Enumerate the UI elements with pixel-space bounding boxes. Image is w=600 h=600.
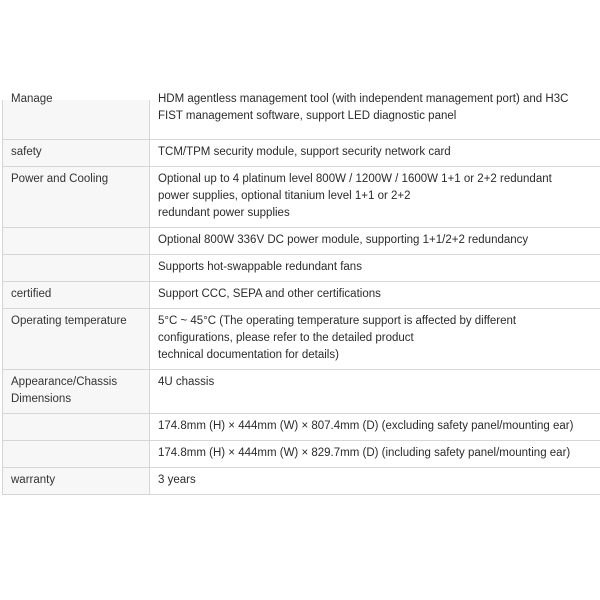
- value-line: configurations, please refer to the detailed product: [158, 332, 414, 344]
- row-value-cell: [150, 309, 600, 370]
- table-row-certified: [3, 282, 600, 309]
- value-line: Optional up to 4 platinum level 800W / 1200W / 1600W 1+1 or 2+2 redundant: [158, 173, 552, 185]
- row-label-cell: [3, 282, 150, 309]
- table-row-warranty: [3, 468, 600, 495]
- table-row-dc-power: [3, 228, 600, 255]
- row-label-cell: [3, 414, 150, 441]
- row-value-cell: [150, 228, 600, 255]
- row-value-cell: [150, 255, 600, 282]
- row-value-cell: [150, 441, 600, 468]
- value-line: power supplies, optional titanium level 1+1 or 2+2: [158, 190, 411, 202]
- table-row-fans: [3, 255, 600, 282]
- value-line: Supports hot-swappable redundant fans: [158, 261, 362, 273]
- row-value-cell: [150, 93, 600, 140]
- row-label: warranty: [11, 474, 56, 486]
- row-label: Appearance/Chassis Dimensions: [11, 376, 118, 405]
- row-label: safety: [11, 146, 42, 158]
- row-label: certified: [11, 288, 52, 300]
- table-row-manage: [3, 100, 600, 140]
- value-line: 174.8mm (H) × 444mm (W) × 807.4mm (D) (excluding safety panel/mounting ear): [158, 420, 574, 432]
- row-label: Operating temperature: [11, 315, 127, 327]
- clipped-label: [11, 93, 143, 134]
- row-value-cell: [150, 167, 600, 228]
- table-row-dimensions: [3, 370, 600, 414]
- row-value-cell: [150, 282, 600, 309]
- value-line: 3 years: [158, 474, 196, 486]
- table-row-dimensions-including: [3, 441, 600, 468]
- row-label-cell: [3, 309, 150, 370]
- row-label-cell: [3, 140, 150, 167]
- spec-table: [2, 93, 600, 495]
- clipped-value: [158, 93, 594, 134]
- row-value-cell: [150, 140, 600, 167]
- table-row-dimensions-excluding: [3, 414, 600, 441]
- row-label: Power and Cooling: [11, 173, 109, 185]
- value-line: technical documentation for details): [158, 349, 339, 361]
- value-line: 4U chassis: [158, 376, 215, 388]
- value-line: 174.8mm (H) × 444mm (W) × 829.7mm (D) (including safety panel/mounting ear): [158, 447, 571, 459]
- row-value-cell: [150, 370, 600, 414]
- value-line: redundant power supplies: [158, 207, 290, 219]
- value-line: 5°C ~ 45°C (The operating temperature support is affected by different: [158, 315, 517, 327]
- value-line: FIST management software, support LED diagnostic panel: [158, 110, 457, 122]
- row-label: Manage: [11, 93, 53, 105]
- table-row-safety: [3, 140, 600, 167]
- value-line: Support CCC, SEPA and other certifications: [158, 288, 381, 300]
- table-row-power-cooling: [3, 167, 600, 228]
- row-label-cell: [3, 228, 150, 255]
- row-label-cell: [3, 468, 150, 495]
- table-row-operating-temperature: [3, 309, 600, 370]
- row-label-cell: [3, 93, 150, 140]
- row-label-cell: [3, 167, 150, 228]
- value-line: TCM/TPM security module, support security network card: [158, 146, 451, 158]
- value-line: Optional 800W 336V DC power module, supporting 1+1/2+2 redundancy: [158, 234, 529, 246]
- row-label-cell: [3, 441, 150, 468]
- row-label-cell: [3, 255, 150, 282]
- row-value-cell: [150, 468, 600, 495]
- row-label-cell: [3, 370, 150, 414]
- row-value-cell: [150, 414, 600, 441]
- value-line: HDM agentless management tool (with independent management port) and H3C: [158, 93, 569, 105]
